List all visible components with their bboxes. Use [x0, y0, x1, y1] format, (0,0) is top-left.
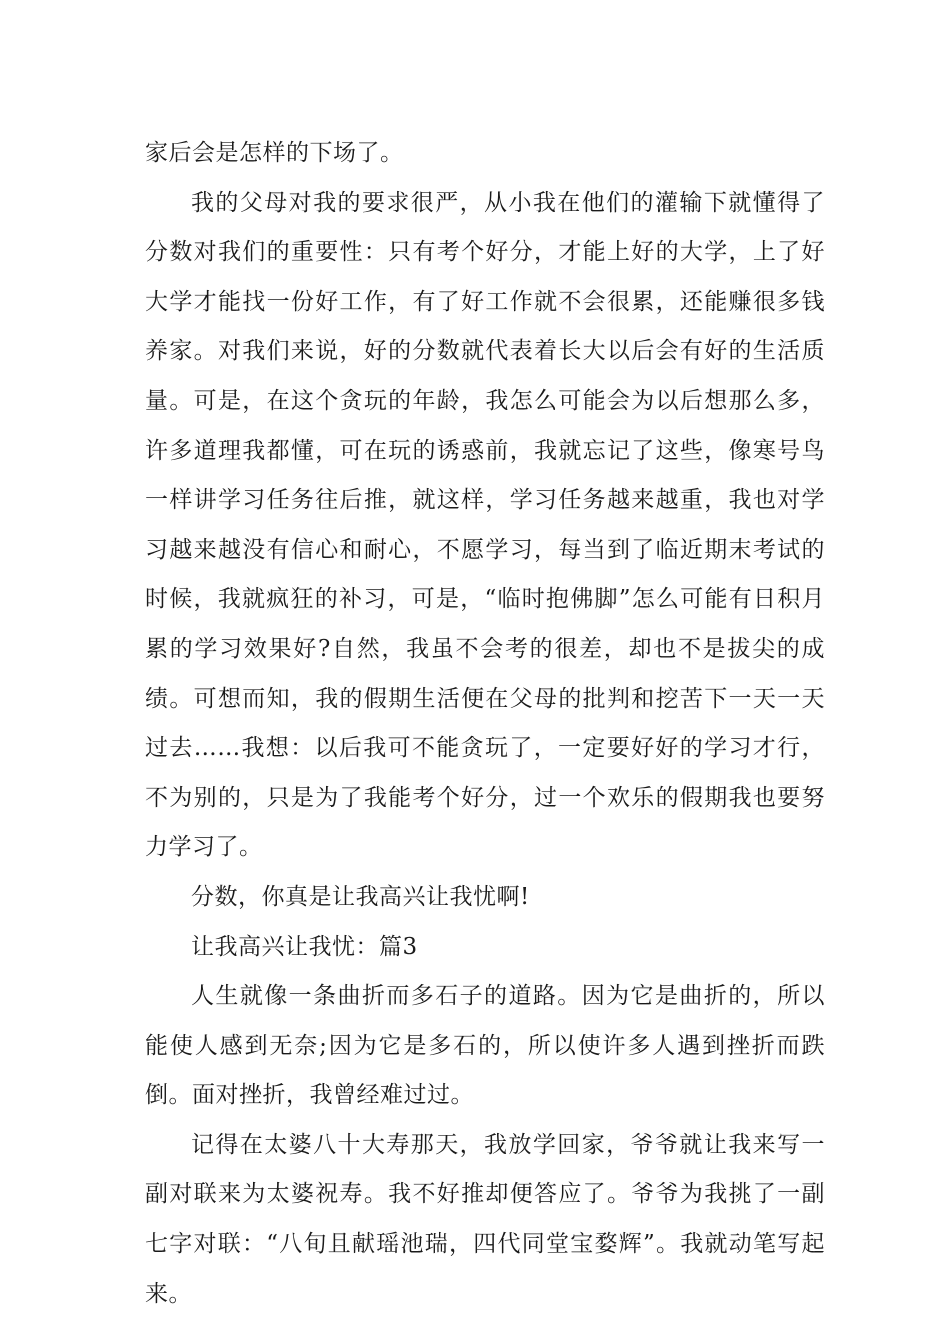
paragraph: 人生就像一条曲折而多石子的道路。因为它是曲折的，所以能使人感到无奈;因为它是多石的，所以使许多人遇到挫折而跌倒。面对挫折，我曾经难过过。 — [145, 983, 825, 1109]
paragraph: 分数，你真是让我高兴让我忧啊! — [191, 883, 530, 910]
paragraph: 记得在太婆八十大寿那天，我放学回家，爷爷就让我来写一副对联来为太婆祝寿。我不好推却便答应了。爷爷为我挑了一副七字对联：“八旬且献瑶池瑞，四代同堂宝婺辉”。我就动笔写起来。 — [145, 1131, 825, 1307]
paragraph: 家后会是怎样的下场了。 — [145, 140, 404, 166]
section-heading: 让我高兴让我忧：篇3 — [191, 933, 418, 960]
document-body — [145, 129, 825, 1319]
paragraph: 我的父母对我的要求很严，从小我在他们的灌输下就懂得了分数对我们的重要性：只有考个好分，才能上好的大学，上了好大学才能找一份好工作，有了好工作就不会很累，还能赚很多钱养家。对我们来说，好的分数就代表着长大以后会有好的生活质量。可是，在这个贪玩的年龄，我怎么可能会为以后想那么多，许多道理我都懂，可在玩的诱惑前，我就忘记了这些，像寒号鸟一样讲学习任务往后推，就这样，学习任务越来越重，我也对学习越来越没有信心和耐心，不愿学习，每当到了临近期末考试的时候，我就疯狂的补习，可是，“临时抱佛脚”怎么可能有日积月累的学习效果好?自然，我虽不会考的很差，却也不是拔尖的成绩。可想而知，我的假期生活便在父母的批判和挖苦下一天一天过去……我想：以后我可不能贪玩了，一定要好好的学习才行，不为别的，只是为了我能考个好分，过一个欢乐的假期我也要努力学习了。 — [145, 189, 825, 861]
